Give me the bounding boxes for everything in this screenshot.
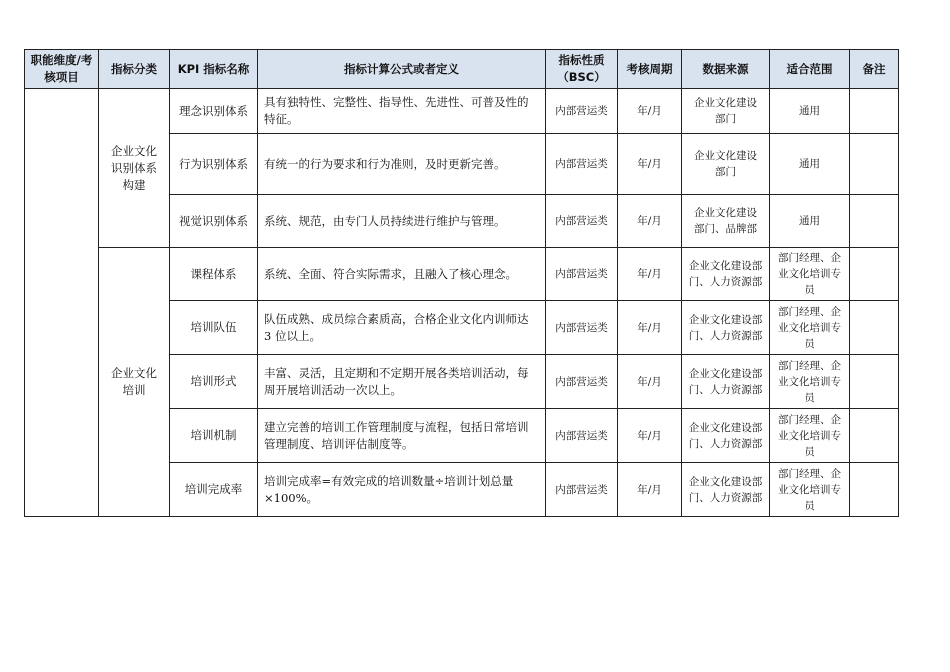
- kpi-source: 企业文化建设部门: [682, 89, 770, 134]
- category-cell: 企业文化识别体系构建: [99, 89, 170, 248]
- header-scope: 适合范围: [770, 50, 850, 89]
- kpi-name: 行为识别体系: [170, 134, 258, 195]
- kpi-name: 课程体系: [170, 248, 258, 301]
- kpi-nature: 内部营运类: [546, 134, 618, 195]
- kpi-definition: 丰富、灵活，且定期和不定期开展各类培训活动，每周开展培训活动一次以上。: [258, 355, 546, 409]
- header-note: 备注: [850, 50, 899, 89]
- category-cell: 企业文化培训: [99, 248, 170, 517]
- kpi-nature: 内部营运类: [546, 248, 618, 301]
- kpi-definition: 有统一的行为要求和行为准则，及时更新完善。: [258, 134, 546, 195]
- header-source: 数据来源: [682, 50, 770, 89]
- kpi-period: 年/月: [618, 409, 682, 463]
- header-period: 考核周期: [618, 50, 682, 89]
- kpi-scope: 通用: [770, 134, 850, 195]
- header-kpi-name: KPI 指标名称: [170, 50, 258, 89]
- header-dimension: 职能维度/考核项目: [25, 50, 99, 89]
- kpi-source: 企业文化建设部门: [682, 134, 770, 195]
- kpi-scope: 部门经理、企业文化培训专员: [770, 355, 850, 409]
- kpi-name: 培训队伍: [170, 301, 258, 355]
- kpi-note: [850, 463, 899, 517]
- kpi-scope: 通用: [770, 89, 850, 134]
- dimension-cell: [25, 89, 99, 517]
- kpi-nature: 内部营运类: [546, 195, 618, 248]
- kpi-source: 企业文化建设部门、人力资源部: [682, 301, 770, 355]
- kpi-period: 年/月: [618, 89, 682, 134]
- kpi-definition: 系统、全面、符合实际需求，且融入了核心理念。: [258, 248, 546, 301]
- kpi-source: 企业文化建设部门、品牌部: [682, 195, 770, 248]
- kpi-period: 年/月: [618, 248, 682, 301]
- table-row: [25, 89, 899, 134]
- kpi-note: [850, 355, 899, 409]
- kpi-definition: 系统、规范，由专门人员持续进行维护与管理。: [258, 195, 546, 248]
- kpi-period: 年/月: [618, 195, 682, 248]
- kpi-note: [850, 409, 899, 463]
- kpi-note: [850, 301, 899, 355]
- kpi-name: 理念识别体系: [170, 89, 258, 134]
- kpi-scope: 部门经理、企业文化培训专员: [770, 463, 850, 517]
- table-row: [25, 248, 899, 301]
- kpi-table: [24, 49, 899, 517]
- kpi-nature: 内部营运类: [546, 89, 618, 134]
- kpi-source: 企业文化建设部门、人力资源部: [682, 248, 770, 301]
- kpi-nature: 内部营运类: [546, 409, 618, 463]
- kpi-scope: 通用: [770, 195, 850, 248]
- kpi-name: 培训形式: [170, 355, 258, 409]
- kpi-source: 企业文化建设部门、人力资源部: [682, 463, 770, 517]
- kpi-source: 企业文化建设部门、人力资源部: [682, 355, 770, 409]
- kpi-name: 培训完成率: [170, 463, 258, 517]
- kpi-note: [850, 89, 899, 134]
- kpi-scope: 部门经理、企业文化培训专员: [770, 301, 850, 355]
- kpi-period: 年/月: [618, 355, 682, 409]
- kpi-scope: 部门经理、企业文化培训专员: [770, 248, 850, 301]
- kpi-definition: 具有独特性、完整性、指导性、先进性、可普及性的特征。: [258, 89, 546, 134]
- kpi-nature: 内部营运类: [546, 301, 618, 355]
- kpi-definition: 培训完成率=有效完成的培训数量÷培训计划总量×100%。: [258, 463, 546, 517]
- kpi-source: 企业文化建设部门、人力资源部: [682, 409, 770, 463]
- header-row: [25, 50, 899, 89]
- kpi-definition: 队伍成熟、成员综合素质高，合格企业文化内训师达 3 位以上。: [258, 301, 546, 355]
- kpi-note: [850, 134, 899, 195]
- kpi-period: 年/月: [618, 301, 682, 355]
- kpi-period: 年/月: [618, 134, 682, 195]
- kpi-note: [850, 195, 899, 248]
- kpi-name: 培训机制: [170, 409, 258, 463]
- kpi-scope: 部门经理、企业文化培训专员: [770, 409, 850, 463]
- kpi-definition: 建立完善的培训工作管理制度与流程，包括日常培训管理制度、培训评估制度等。: [258, 409, 546, 463]
- kpi-name: 视觉识别体系: [170, 195, 258, 248]
- header-definition: 指标计算公式或者定义: [258, 50, 546, 89]
- kpi-period: 年/月: [618, 463, 682, 517]
- kpi-nature: 内部营运类: [546, 463, 618, 517]
- kpi-note: [850, 248, 899, 301]
- header-nature: 指标性质（BSC）: [546, 50, 618, 89]
- header-category: 指标分类: [99, 50, 170, 89]
- kpi-nature: 内部营运类: [546, 355, 618, 409]
